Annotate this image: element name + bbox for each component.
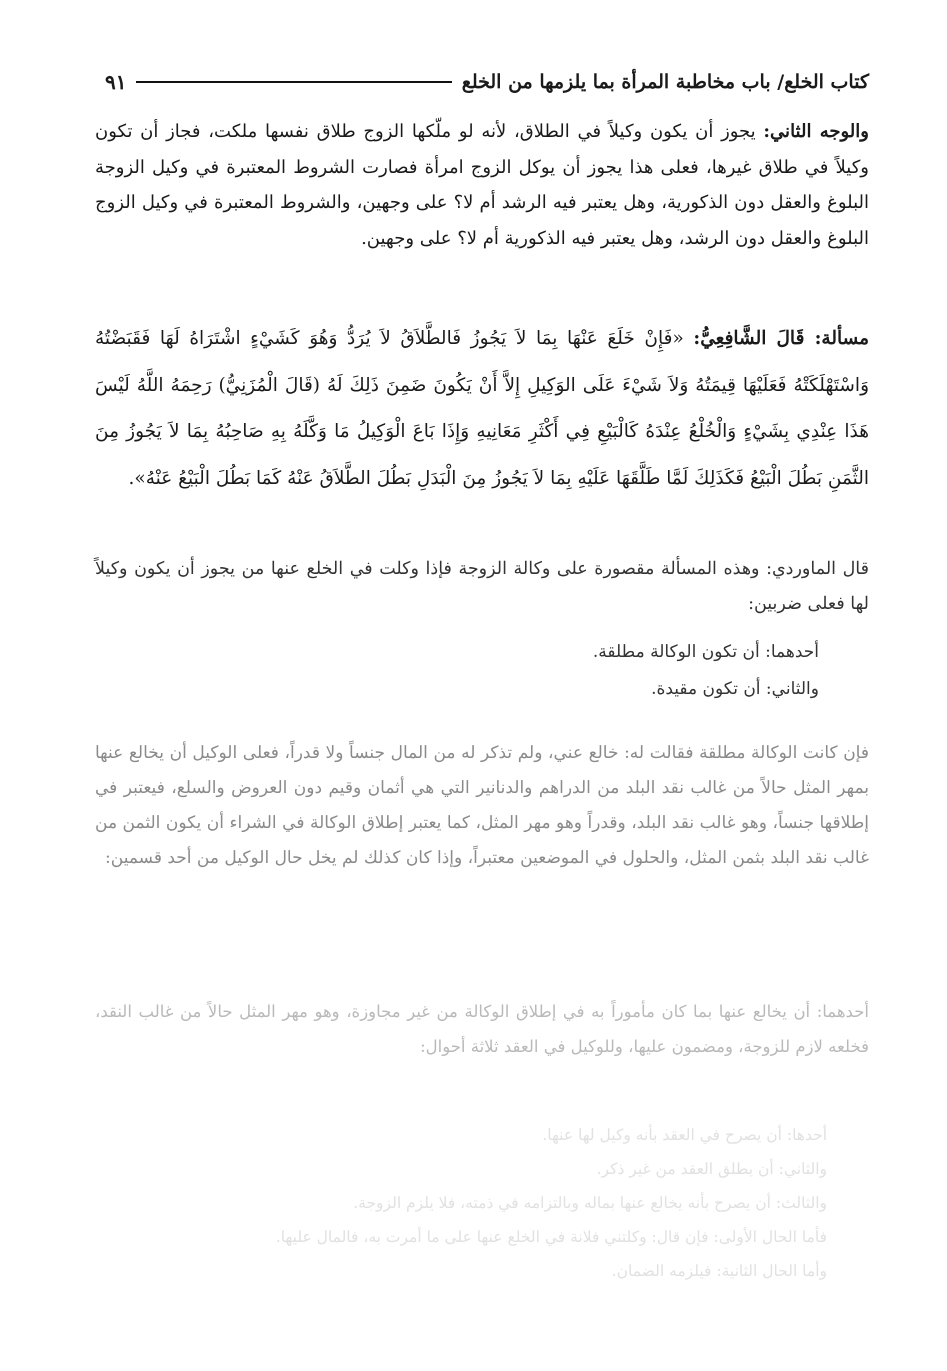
- paragraph-lead: والوجه الثاني:: [763, 121, 869, 142]
- list-item: والثاني: أن يطلق العقد من غير ذكر.: [596, 1160, 827, 1178]
- running-header: [105, 64, 869, 100]
- list-item: أحدهما: أن تكون الوكالة مطلقة.: [592, 642, 819, 662]
- list-item: فأما الحال الأولى: فإن قال: وكلتني فلانة في الخلع عنها على ما أمرت به، فالمال عليها.: [275, 1228, 827, 1246]
- paragraph-text: قال الماوردي: وهذه المسألة مقصورة على وكالة الزوجة فإذا وكلت في الخلع عنها من يجوز أن يكون وكيلاً لها فعلى ضربين:: [95, 559, 869, 614]
- list-item: والثاني: أن تكون مقيدة.: [651, 679, 819, 699]
- paragraph-first-case: [95, 994, 869, 1064]
- header-title: كتاب الخلع/ باب مخاطبة المرأة بما يلزمها من الخلع: [461, 71, 869, 93]
- header-rule: [136, 81, 451, 83]
- paragraph-text: أحدهما: أن يخالع عنها بما كان مأموراً به في إطلاق الوكالة من غير مجاوزة، وهو مهر المثل حالاً من غالب النقد، فخلعه لازم للزوجة، ومضمون عليها، وللوكيل في العقد ثلاثة أحوال:: [95, 1002, 869, 1056]
- paragraph-second-view: [95, 114, 869, 256]
- page-number: ٩١: [105, 70, 127, 94]
- list-item: أحدها: أن يصرح في العقد بأنه وكيل لها عنها.: [542, 1126, 827, 1144]
- paragraph-lead: مسألة: قَالَ الشَّافِعِيُّ:: [693, 328, 870, 349]
- list-item: وأما الحال الثانية: فيلزمه الضمان.: [611, 1262, 827, 1280]
- list-item: والثالث: أن يصرح بأنه يخالع عنها بماله وبالتزامه في ذمته، فلا يلزم الزوجة.: [353, 1194, 827, 1212]
- paragraph-text: فإن كانت الوكالة مطلقة فقالت له: خالع عني، ولم تذكر له من المال جنساً ولا قدراً، فعلى الوكيل أن يخالع عنها بمهر المثل حالاً من غالب نقد البلد من الدراهم والدنانير التي هي أثمان وقيم دون العروض والسلع، فيعتبر في إطلاقها جنساً، وهو غالب نقد البلد، وقدراً وهو مهر المثل، كما يعتبر إطلاق الوكالة في الشراء أن يكون الثمن من غالب نقد البلد بثمن المثل، والحلول في الموضعين معتبراً، وإذا كان كذلك لم يخل حال الوكيل من أحد قسمين:: [95, 743, 869, 868]
- paragraph-two-types: [95, 634, 819, 708]
- paragraph-shafii-issue: [95, 316, 869, 502]
- paragraph-text: «فَإِنْ خَلَعَ عَنْهَا بِمَا لاَ يَجُوزُ فَالطَّلاَقُ لاَ يُرَدُّ وَهُوَ كَشَيْءٍ اشْتَرَاهُ لَهَا فَقَبَضْتُهُ وَاسْتَهْلَكَتْهُ فَعَلَيْهَا قِيمَتُهُ وَلاَ شَيْءَ عَلَى الوَكِيلِ إِلاَّ أَنْ يَكُونَ ضَمِنَ ذَلِكَ لَهُ (قَالَ الْمُزَنِيُّ) رَحِمَهُ اللَّهُ لَيْسَ هَذَا عِنْدِي بِشَيْءٍ وَالْخُلْعُ عِنْدَهُ كَالْبَيْعِ فِي أَكْثَرِ مَعَانِيهِ وَإِذَا بَاعَ الْوَكِيلُ مَا وَكَّلَهُ بِهِ صَاحِبُهُ بِمَا لاَ يَجُوزُ مِنَ الثَّمَنِ بَطُلَ الْبَيْعُ فَكَذَلِكَ لَمَّا طَلَّقَهَا عَلَيْهِ بِمَا لاَ يَجُوزُ مِنَ الْبَدَلِ بَطُلَ الطَّلاَقُ عَنْهُ كَمَا بَطُلَ الْبَيْعُ عَنْهُ».: [95, 328, 869, 489]
- paragraph-text: يجوز أن يكون وكيلاً في الطلاق، لأنه لو ملّكها الزوج طلاق نفسها ملكت، فجاز أن تكون وكيلاً في طلاق غيرها، فعلى هذا يجوز أن يوكل الزوج امرأة فصارت الشروط المعتبرة في وكيل الزوجة البلوغ والعقل دون الذكورية، وهل يعتبر فيه الرشد أم لا؟ على وجهين، والشروط المعتبرة في وكيل الزوج البلوغ والعقل دون الرشد، وهل يعتبر فيه الذكورية أم لا؟ على وجهين.: [95, 121, 869, 249]
- paragraph-mawardi: [95, 552, 869, 622]
- paragraph-faded-cases: [95, 1118, 827, 1288]
- paragraph-absolute-agency: [95, 736, 869, 876]
